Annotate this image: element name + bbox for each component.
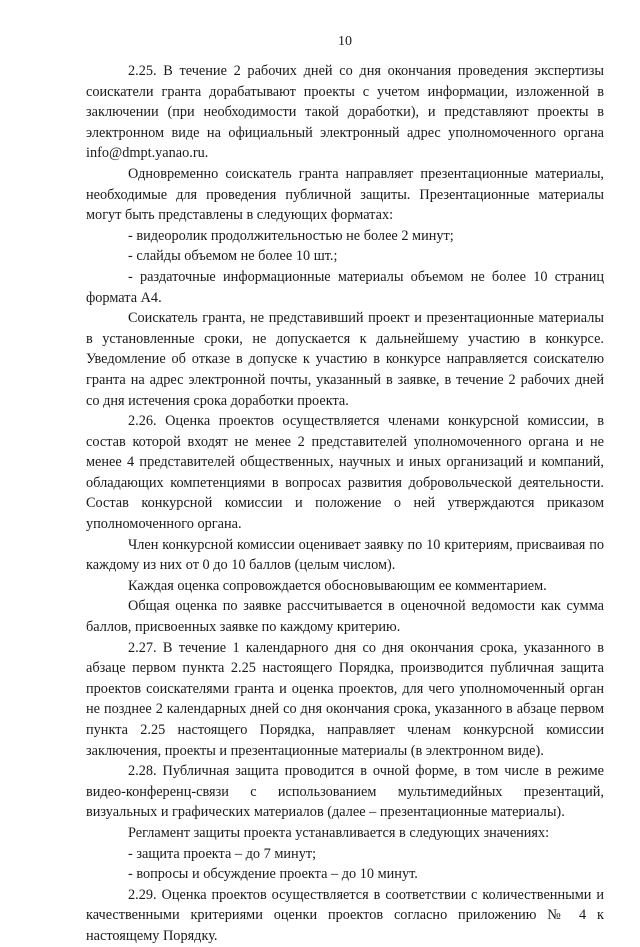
list-item-video: - видеоролик продолжительностью не более 2 минут; [128,227,454,244]
document-body [86,61,604,947]
paragraph-comment: Каждая оценка сопровождается обосновывающим ее комментарием. [128,577,547,594]
paragraph-criteria: Член конкурсной комиссии оценивает заявку по 10 критериям, присваивая по каждому из них от 0 до 10 баллов (целым числом). [86,536,604,574]
paragraph-2-26: 2.26. Оценка проектов осуществляется членами конкурсной комиссии, в состав которой входят не менее 2 представителей уполномоченного органа и не менее 4 представителей общественных, научных и иных организаций и компаний, обладающих компетенциями в вопросах развития добровольческой деятельности. Состав конкурсной комиссии и положение о ней утверждаются приказом уполномоченного органа. [86,413,604,533]
paragraph-2-25: 2.25. В течение 2 рабочих дней со дня окончания проведения экспертизы соискатели гранта дорабатывают проекты с учетом информации, изложенной в заключении (при необходимости такой доработки), и представляют проекты в электронном виде на официальный электронный адрес уполномоченного органа info@dmpt.yanao.ru. [86,63,604,162]
paragraph-regulation: Регламент защиты проекта устанавливается в следующих значениях: [128,824,550,841]
paragraph-total-score: Общая оценка по заявке рассчитывается в оценочной ведомости как сумма баллов, присвоенных заявке по каждому критерию. [86,598,604,636]
paragraph-presentation-materials: Одновременно соискатель гранта направляет презентационные материалы, необходимые для проведения публичной защиты. Презентационные материалы могут быть представлены в следующих форматах: [86,165,604,224]
paragraph-2-28: 2.28. Публичная защита проводится в очной форме, в том числе в режиме видео-конференц-связи с использованием мультимедийных презентаций, визуальных и графических материалов (далее – презентационные материалы). [86,763,604,821]
paragraph-2-27: 2.27. В течение 1 календарного дня со дня окончания срока, указанного в абзаце первом пункта 2.25 настоящего Порядка, производится публичная защита проектов соискателями гранта и оценка проектов, для чего уполномоченный орган не позднее 2 календарных дней со дня окончания срока, указанного в абзаце первом пункта 2.25 настоящего Порядка, направляет членам конкурсной комиссии заключения, проекты и презентационные материалы (в электронном виде). [86,639,604,759]
list-item-handouts: - раздаточные информационные материалы объемом не более 10 страниц формата А4. [86,268,604,306]
list-item-defense: - защита проекта – до 7 минут; [128,845,317,862]
page-number: 10 [338,34,352,49]
paragraph-not-admitted: Соискатель гранта, не представивший проект и презентационные материалы в установленные сроки, не допускается к дальнейшему участию в конкурсе. Уведомление об отказе в допуске к участию в конкурсе направляется соискателю гранта на адрес электронной почты, указанный в заявке, в течение 2 рабочих дней со дня истечения срока доработки проекта. [86,310,604,409]
list-item-slides: - слайды объемом не более 10 шт.; [128,248,338,265]
paragraph-2-29: 2.29. Оценка проектов осуществляется в соответствии с количественными и качественными критериями оценки проектов согласно приложению № 4 к настоящему Порядку. [86,886,604,944]
list-item-questions: - вопросы и обсуждение проекта – до 10 минут. [128,866,418,883]
